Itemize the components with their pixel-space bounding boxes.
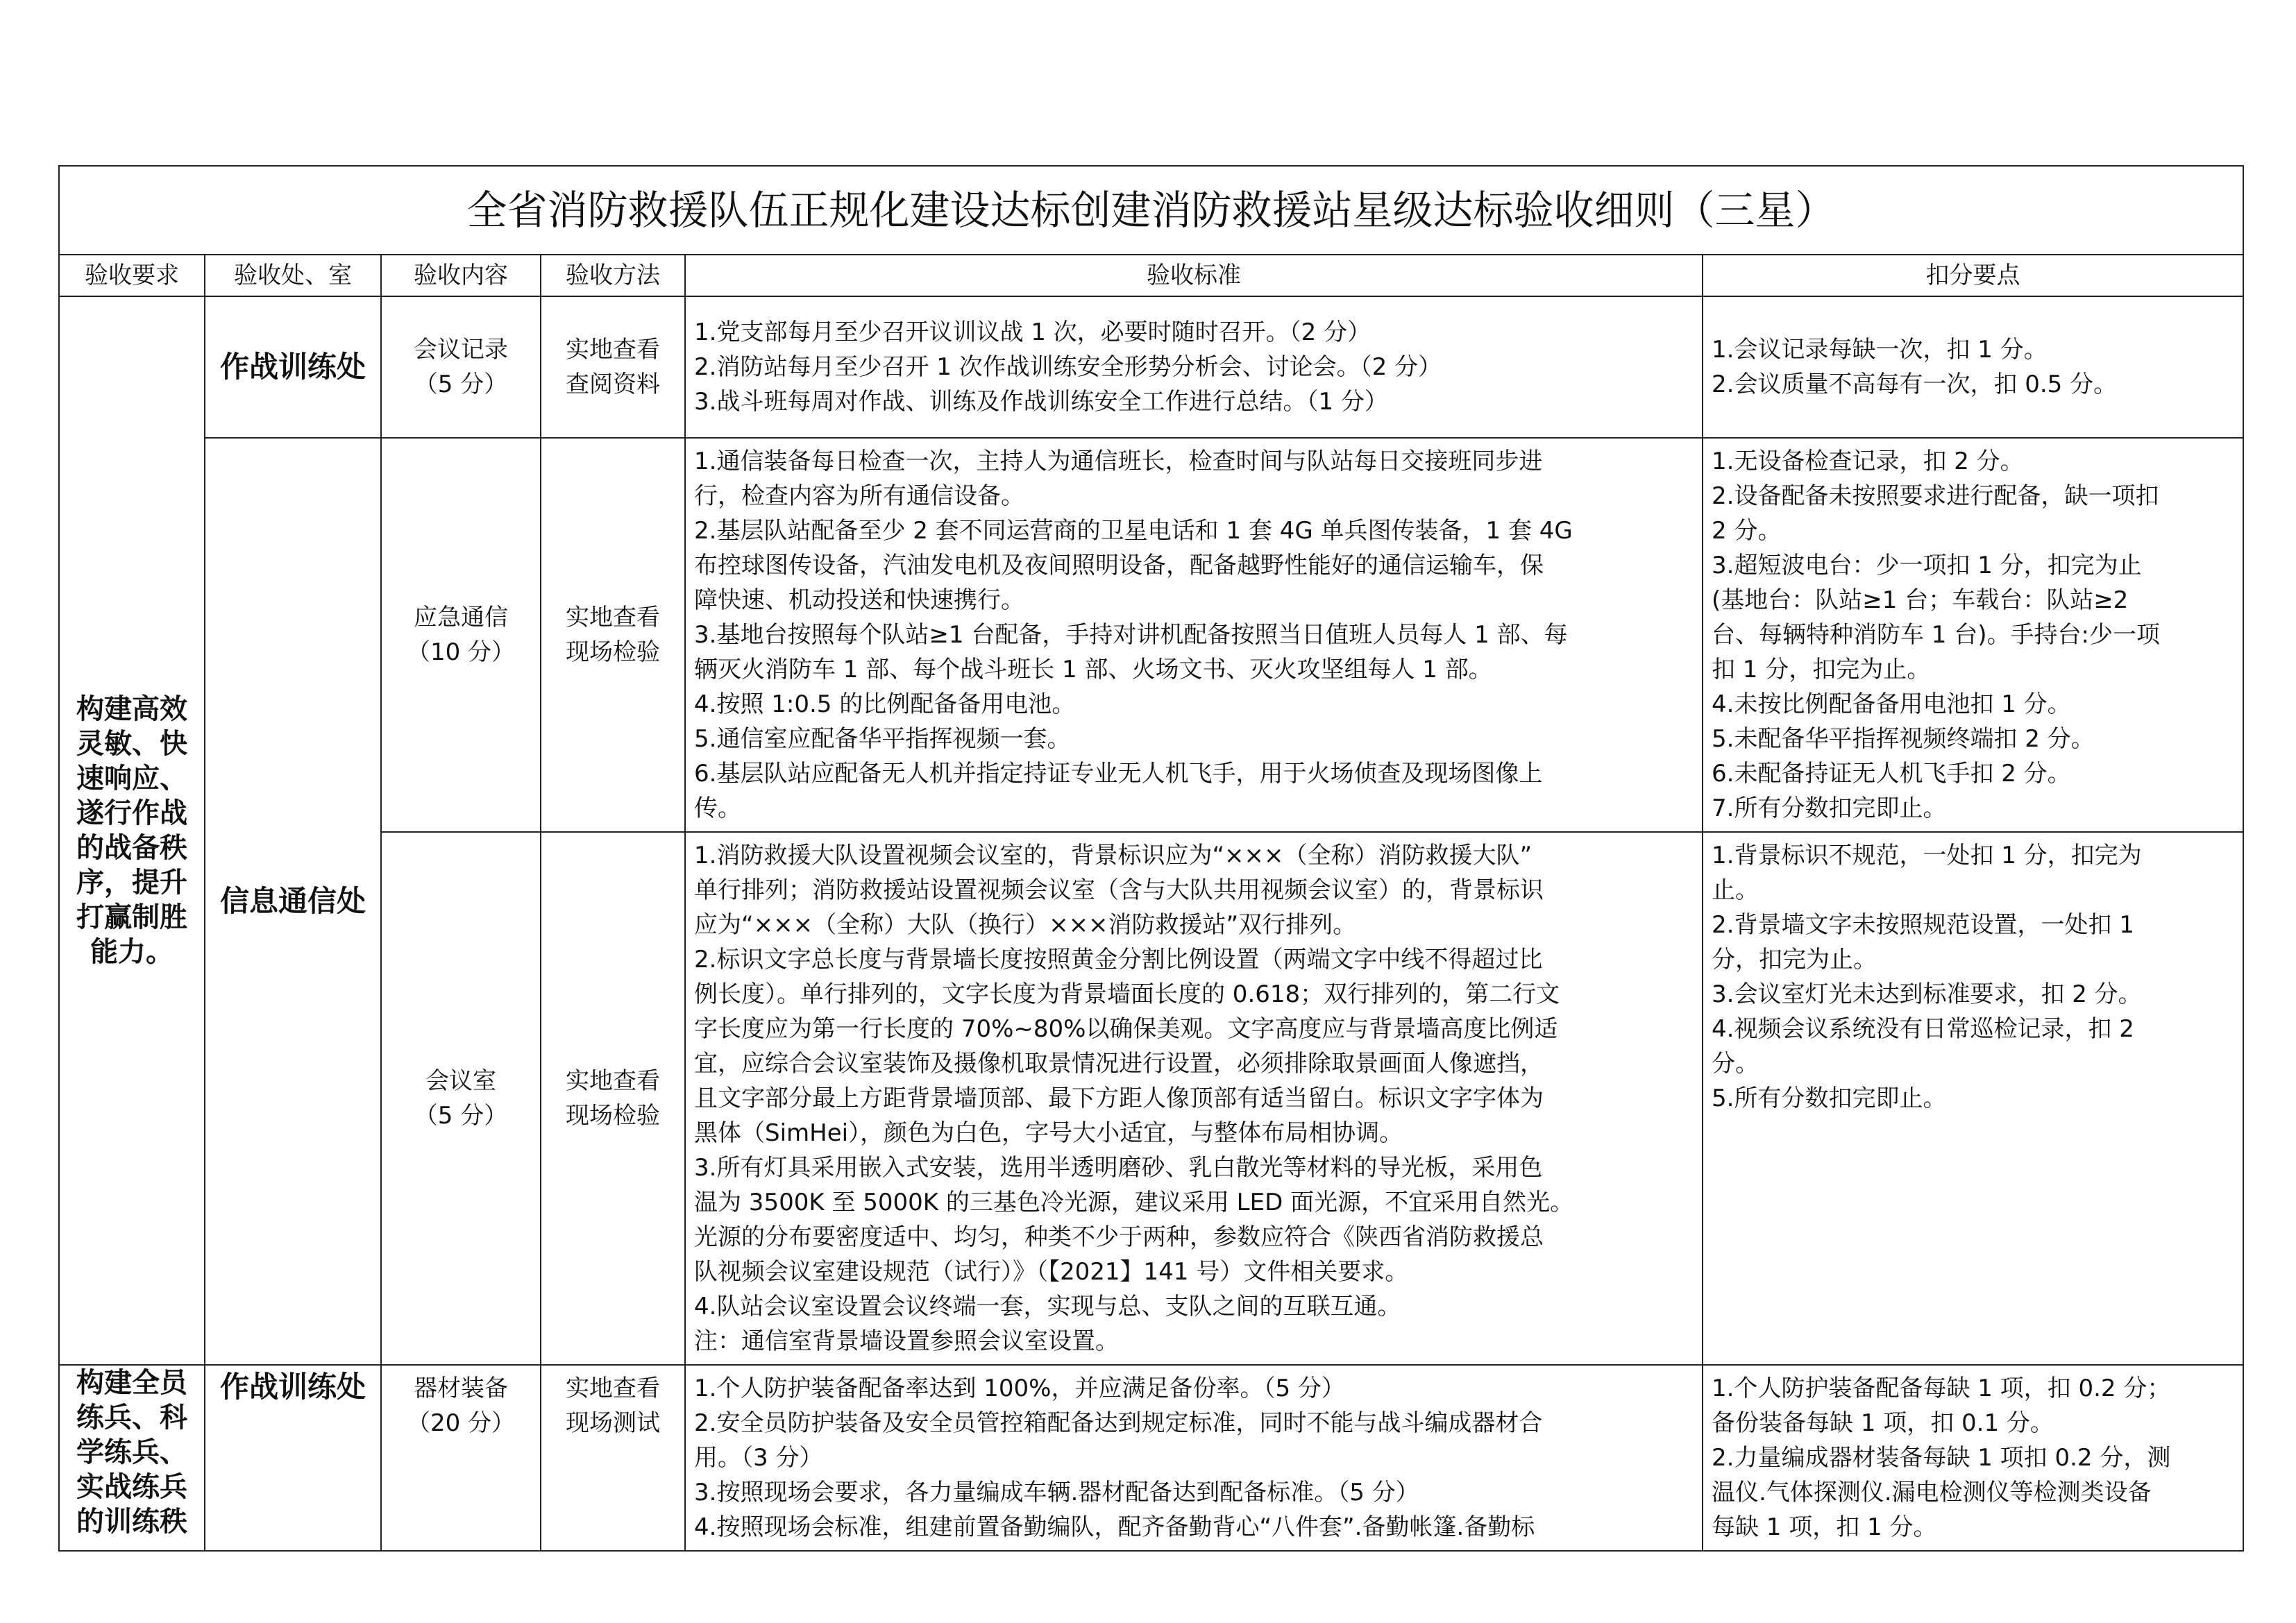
standard-line: 5.通信室应配备华平指挥视频一套。 [694, 725, 1071, 753]
method-line: 实地查看 [566, 336, 660, 364]
deduction-cell [1703, 296, 2243, 438]
standard-line: 单行排列；消防救援站设置视频会议室（含与大队共用视频会议室）的，背景标识 [694, 876, 1544, 904]
standard-line: 4.队站会议室设置会议终端一套，实现与总、支队之间的互联互通。 [694, 1293, 1401, 1320]
method-line: 实地查看 [566, 1375, 660, 1402]
header-content: 验收内容 [381, 255, 541, 296]
acceptance-table [58, 165, 2244, 1552]
deduction-line: 6.未配备持证无人机飞手扣 2 分。 [1712, 760, 2071, 788]
method-cell [541, 832, 685, 1365]
department-cell: 信息通信处 [205, 438, 381, 1365]
deduction-line: 分。 [1712, 1050, 1759, 1078]
content-line: （5 分） [414, 371, 508, 398]
deduction-line: 温仪.气体探测仪.漏电检测仪等检测类设备 [1712, 1479, 2152, 1506]
standard-cell [685, 1365, 1703, 1551]
standard-cell [685, 832, 1703, 1365]
standard-line: 例长度）。单行排列的，文字长度为背景墙面长度的 0.618；双行排列的，第二行文 [694, 980, 1560, 1008]
standard-line: 1.消防救援大队设置视频会议室的，背景标识应为“×××（全称）消防救援大队” [694, 842, 1533, 869]
standard-line: 注：通信室背景墙设置参照会议室设置。 [694, 1327, 1119, 1355]
standard-cell [685, 438, 1703, 832]
standard-line: 2.基层队站配备至少 2 套不同运营商的卫星电话和 1 套 4G 单兵图传装备，1 套 4G [694, 517, 1573, 545]
deduction-line: 每缺 1 项，扣 1 分。 [1712, 1513, 1937, 1541]
content-line: 会议记录 [414, 336, 508, 364]
deduction-line: 1.个人防护装备配备每缺 1 项，扣 0.2 分； [1712, 1375, 2171, 1402]
deduction-line: 5.未配备华平指挥视频终端扣 2 分。 [1712, 725, 2095, 753]
standard-line: 辆灭火消防车 1 部、每个战斗班长 1 部、火场文书、灭火攻坚组每人 1 部。 [694, 656, 1492, 683]
deduction-line: 3.会议室灯光未达到标准要求，扣 2 分。 [1712, 980, 2142, 1008]
content-cell [381, 832, 541, 1365]
standard-line: 用。（3 分） [694, 1444, 823, 1472]
method-cell [541, 1365, 685, 1551]
deduction-line: 4.未按比例配备备用电池扣 1 分。 [1712, 690, 2071, 718]
standard-line: 3.战斗班每周对作战、训练及作战训练安全工作进行总结。（1 分） [694, 388, 1388, 416]
deduction-line: 5.所有分数扣完即止。 [1712, 1085, 1947, 1112]
header-requirement: 验收要求 [59, 255, 205, 296]
standard-line: 4.按照 1:0.5 的比例配备备用电池。 [694, 690, 1076, 718]
standard-line: 传。 [694, 794, 741, 822]
deduction-line: 1.会议记录每缺一次，扣 1 分。 [1712, 336, 2048, 364]
standard-line: 障快速、机动投送和快速携行。 [694, 586, 1024, 614]
header-department: 验收处、室 [205, 255, 381, 296]
content-cell [381, 1365, 541, 1551]
deduction-cell [1703, 1365, 2243, 1551]
method-line: 现场检验 [566, 1102, 660, 1130]
content-line: 应急通信 [414, 604, 508, 631]
table-row [59, 296, 2243, 438]
deduction-line: 止。 [1712, 876, 1759, 904]
standard-line: 6.基层队站应配备无人机并指定持证专业无人机飞手，用于火场侦查及现场图像上 [694, 760, 1543, 788]
standard-line: 2.消防站每月至少召开 1 次作战训练安全形势分析会、讨论会。（2 分） [694, 353, 1442, 381]
content-cell [381, 296, 541, 438]
requirement-cell: 构建高效灵敏、快速响应、遂行作战的战备秩序，提升打赢制胜能力。 [59, 296, 205, 1365]
content-line: （5 分） [414, 1102, 508, 1130]
standard-line: 光源的分布要密度适中、均匀，种类不少于两种，参数应符合《陕西省消防救援总 [694, 1223, 1544, 1251]
standard-line: 4.按照现场会标准，组建前置备勤编队，配齐备勤背心“八件套”.备勤帐篷.备勤标 [694, 1513, 1535, 1541]
standard-line: 宜，应综合会议室装饰及摄像机取景情况进行设置，必须排除取景画面人像遮挡， [694, 1050, 1544, 1078]
standard-line: 温为 3500K 至 5000K 的三基色冷光源，建议采用 LED 面光源，不宜采用自然光。 [694, 1189, 1574, 1216]
deduction-line: 2.背景墙文字未按照规范设置，一处扣 1 [1712, 911, 2134, 939]
method-line: 实地查看 [566, 1067, 660, 1095]
method-line: 现场测试 [566, 1409, 660, 1437]
content-line: 会议室 [425, 1067, 496, 1095]
standard-line: 队视频会议室建设规范（试行）》（【2021】141 号）文件相关要求。 [694, 1258, 1409, 1286]
deduction-line: 备份装备每缺 1 项，扣 0.1 分。 [1712, 1409, 2054, 1437]
content-cell [381, 438, 541, 832]
deduction-line: 7.所有分数扣完即止。 [1712, 794, 1947, 822]
deduction-line: 扣 1 分，扣完为止。 [1712, 656, 1931, 683]
standard-line: 1.党支部每月至少召开议训议战 1 次，必要时随时召开。（2 分） [694, 318, 1371, 346]
header-standard: 验收标准 [685, 255, 1703, 296]
method-line: 实地查看 [566, 604, 660, 631]
deduction-line: 台、每辆特种消防车 1 台)。手持台:少一项 [1712, 621, 2160, 649]
method-cell [541, 438, 685, 832]
standard-line: 1.通信装备每日检查一次，主持人为通信班长，检查时间与队站每日交接班同步进 [694, 448, 1543, 475]
table-row [59, 832, 2243, 1365]
header-method: 验收方法 [541, 255, 685, 296]
standard-line: 黑体（SimHei），颜色为白色，字号大小适宜，与整体布局相协调。 [694, 1119, 1403, 1147]
deduction-line: 2.力量编成器材装备每缺 1 项扣 0.2 分，测 [1712, 1444, 2171, 1472]
department-cell: 作战训练处 [205, 1365, 381, 1551]
deduction-line: 分，扣完为止。 [1712, 946, 1877, 974]
method-line: 查阅资料 [566, 371, 660, 398]
deduction-line: 1.背景标识不规范，一处扣 1 分，扣完为 [1712, 842, 2142, 869]
deduction-line: 2.会议质量不高每有一次，扣 0.5 分。 [1712, 371, 2118, 398]
method-line: 现场检验 [566, 638, 660, 666]
deduction-cell [1703, 832, 2243, 1365]
content-line: （10 分） [406, 638, 516, 666]
standard-line: 3.按照现场会要求，各力量编成车辆.器材配备达到配备标准。（5 分） [694, 1479, 1419, 1506]
table-row [59, 438, 2243, 832]
requirement-cell: 构建全员练兵、科学练兵、实战练兵的训练秩 [59, 1365, 205, 1551]
deduction-line: 4.视频会议系统没有日常巡检记录，扣 2 [1712, 1015, 2134, 1043]
standard-line: 2.标识文字总长度与背景墙长度按照黄金分割比例设置（两端文字中线不得超过比 [694, 946, 1543, 974]
deduction-line: 3.超短波电台：少一项扣 1 分，扣完为止 [1712, 552, 2142, 579]
header-deduction: 扣分要点 [1703, 255, 2243, 296]
standard-cell [685, 296, 1703, 438]
header-row [59, 255, 2243, 296]
standard-line: 3.基地台按照每个队站≥1 台配备，手持对讲机配备按照当日值班人员每人 1 部、每 [694, 621, 1568, 649]
deduction-line: 2.设备配备未按照要求进行配备，缺一项扣 [1712, 482, 2159, 510]
standard-line: 应为“×××（全称）大队（换行）×××消防救援站”双行排列。 [694, 911, 1357, 939]
standard-line: 1.个人防护装备配备率达到 100%，并应满足备份率。（5 分） [694, 1375, 1345, 1402]
deduction-line: 2 分。 [1712, 517, 1782, 545]
content-line: （20 分） [406, 1409, 516, 1437]
standard-line: 3.所有灯具采用嵌入式安装，选用半透明磨砂、乳白散光等材料的导光板，采用色 [694, 1154, 1543, 1182]
standard-line: 布控球图传设备，汽油发电机及夜间照明设备，配备越野性能好的通信运输车，保 [694, 552, 1544, 579]
standard-line: 且文字部分最上方距背景墙顶部、最下方距人像顶部有适当留白。标识文字字体为 [694, 1085, 1544, 1112]
deduction-line: 1.无设备检查记录，扣 2 分。 [1712, 448, 2024, 475]
standard-line: 行，检查内容为所有通信设备。 [694, 482, 1024, 510]
method-cell [541, 296, 685, 438]
table-row [59, 1365, 2243, 1551]
page-title: 全省消防救援队伍正规化建设达标创建消防救援站星级达标验收细则（三星） [59, 166, 2243, 255]
deduction-line: (基地台：队站≥1 台；车载台：队站≥2 [1712, 586, 2129, 614]
standard-line: 2.安全员防护装备及安全员管控箱配备达到规定标准，同时不能与战斗编成器材合 [694, 1409, 1543, 1437]
content-line: 器材装备 [414, 1375, 508, 1402]
department-cell: 作战训练处 [205, 296, 381, 438]
deduction-cell [1703, 438, 2243, 832]
standard-line: 字长度应为第一行长度的 70%~80%以确保美观。文字高度应与背景墙高度比例适 [694, 1015, 1558, 1043]
